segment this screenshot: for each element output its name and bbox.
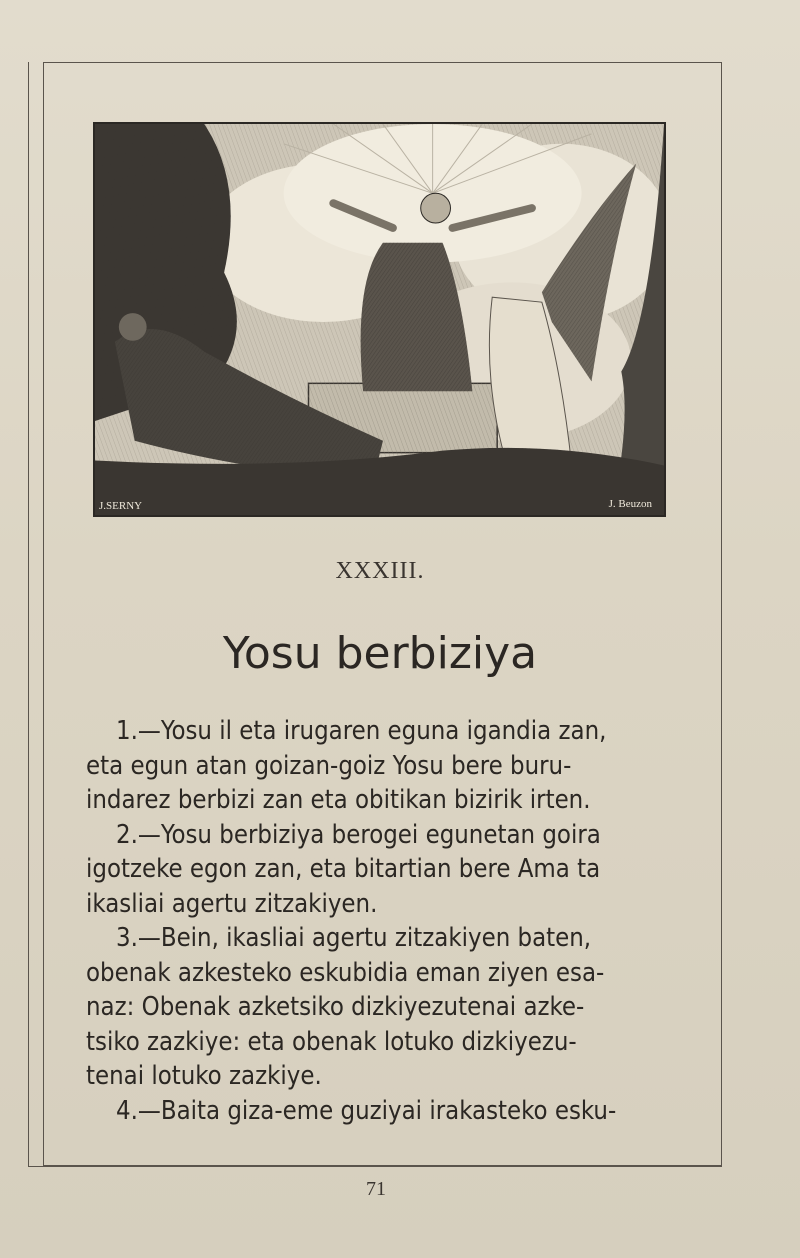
page-border-bottom: [28, 1166, 722, 1167]
chapter-body: [86, 714, 672, 1128]
page-number: 71: [366, 1178, 386, 1200]
engraving-drawing: [95, 124, 664, 515]
text-line: ikasliai agertu zitzakiyen.: [86, 888, 378, 919]
text-line: 2.—Yosu berbiziya berogei egunetan goira: [116, 819, 601, 850]
text-line: igotzeke egon zan, eta bitartian bere Ama ta: [86, 854, 601, 884]
text-line: naz: Obenak azketsiko dizkiyezutenai azke-: [86, 992, 585, 1022]
text-line: indarez berbizi zan eta obitikan bizirik irten.: [86, 785, 591, 815]
text-line: 1.—Yosu il eta irugaren eguna igandia zan,: [116, 716, 607, 746]
engraver-signature-left: J.SERNY: [99, 500, 143, 512]
text-line: obenak azkesteko eskubidia eman ziyen esa-: [86, 957, 605, 988]
text-line: 3.—Bein, ikasliai agertu zitzakiyen baten,: [116, 923, 592, 953]
text-line: tenai lotuko zazkiye.: [86, 1061, 322, 1091]
engraver-signature-right: J. Beuzon: [608, 498, 652, 510]
chapter-title: Yosu berbiziya: [222, 628, 538, 679]
chapter-number: XXXIII.: [335, 558, 425, 584]
text-line: eta egun atan goizan-goiz Yosu bere buru-: [86, 750, 572, 781]
text-line: 4.—Baita giza-eme guziyai irakasteko esku-: [116, 1095, 617, 1126]
page-border-left: [28, 62, 29, 1166]
text-line: tsiko zazkiye: eta obenak lotuko dizkiyezu-: [86, 1026, 577, 1057]
resurrection-engraving: [93, 122, 666, 517]
